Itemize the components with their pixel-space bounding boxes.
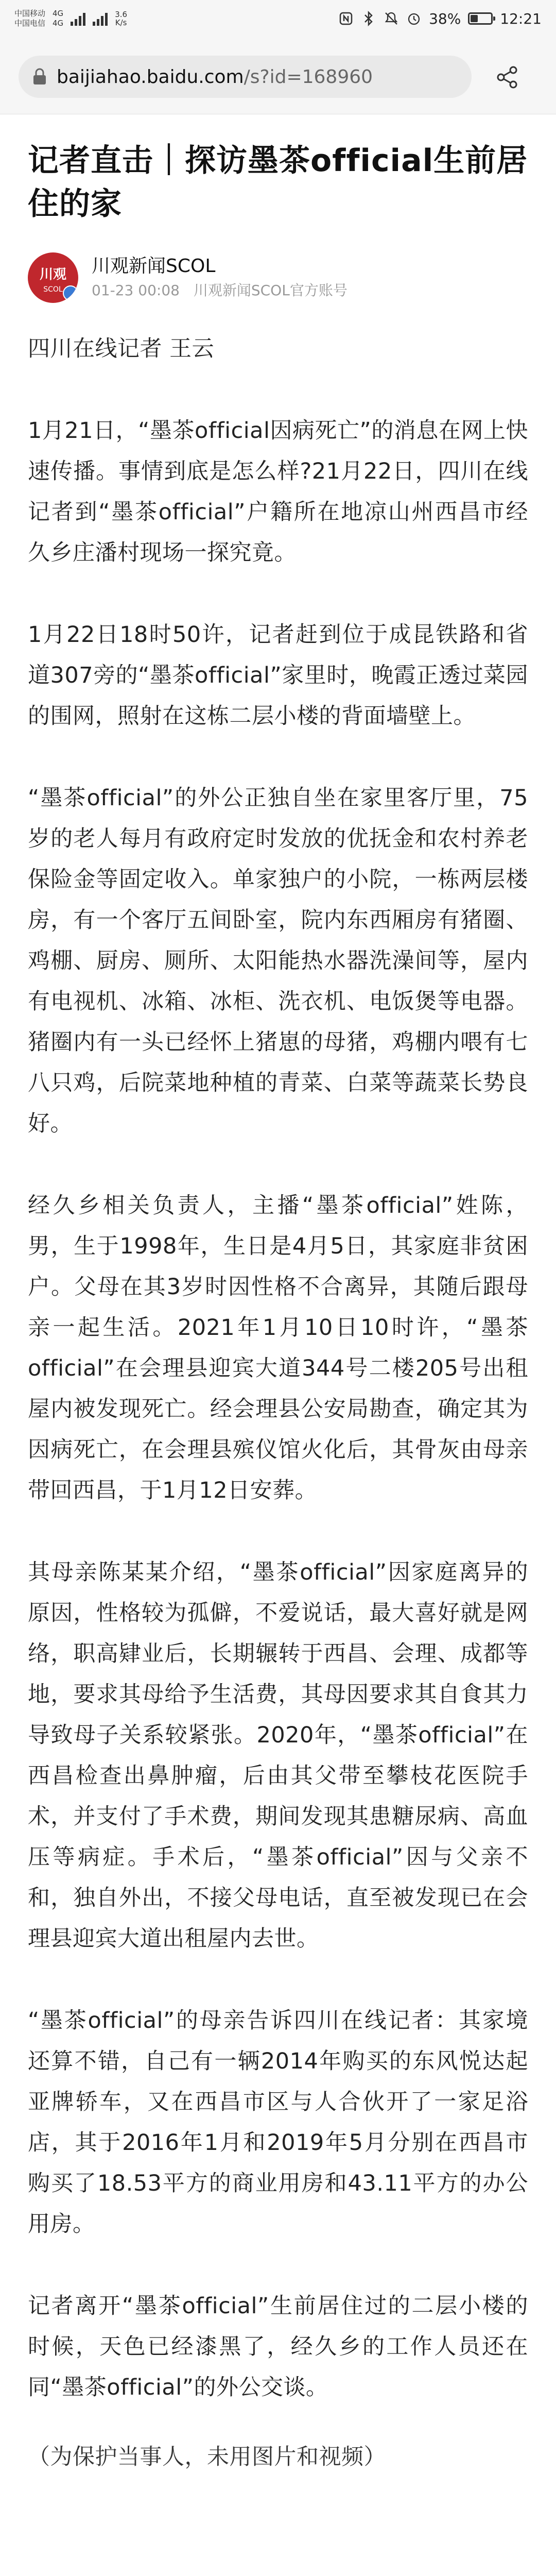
author-info bbox=[92, 255, 357, 301]
carrier-labels bbox=[14, 9, 45, 28]
paragraph-7: 记者离开“墨茶official”生前居住过的二层小楼的时候，天色已经漆黑了，经久乡的工作人员还在同“墨茶official”的外公交谈。 bbox=[28, 2293, 528, 2400]
network-type-labels bbox=[53, 9, 63, 28]
author-name[interactable]: 川观新闻SCOL bbox=[92, 256, 216, 277]
clock-time: 12:21 bbox=[500, 10, 542, 27]
avatar[interactable] bbox=[28, 252, 78, 303]
signal-icon-2 bbox=[93, 11, 108, 26]
article bbox=[28, 114, 528, 2478]
avatar-subtext: SCOL bbox=[43, 285, 63, 294]
paragraph-4: 经久乡相关负责人，主播“墨茶official”姓陈，男，生于1998年，生日是4月5日，其家庭非贫困户。父母在其3岁时因性格不合离异，其随后跟母亲一起生活。2021年1月10日10时许，“墨茶official”在会理县迎宾大道344号二楼205号出租屋内被发现死亡。经会理县公安局勘查，确定其为因病死亡，在会理县殡仪馆火化后，其骨灰由母亲带回西昌，于1月12日安葬。 bbox=[28, 1193, 528, 1503]
battery-percent: 38% bbox=[429, 10, 461, 27]
signal-icon bbox=[71, 11, 85, 26]
network-type-2: 4G bbox=[53, 19, 64, 28]
article-body bbox=[28, 329, 528, 2478]
verified-badge-icon bbox=[63, 285, 78, 301]
status-right bbox=[338, 10, 542, 27]
publish-date: 01-23 00:08 bbox=[92, 282, 180, 299]
paragraph-6: “墨茶official”的母亲告诉四川在线记者：其家境还算不错，自己有一辆2014年购买的东风悦达起亚牌轿车，又在西昌市区与人合伙开了一家足浴店，其于2016年1月和2019年5月分别在西昌市购买了18.53平方的商业用房和43.11平方的办公用房。 bbox=[28, 2008, 528, 2237]
paragraph-5: 其母亲陈某某介绍，“墨茶official”因家庭离异的原因，性格较为孤僻，不爱说话，最大喜好就是网络，职高肄业后，长期辗转于西昌、会理、成都等地，要求其母给予生活费，其母因要求其自食其力导致母子关系较紧张。2020年，“墨茶official”在西昌检查出鼻肿瘤，后由其父带至攀枝花医院手术，并支付了手术费，期间发现其患糖尿病、高血压等病症。手术后，“墨茶official”因与父亲不和，独自外出，不接父母电话，直至被发现已在会理县迎宾大道出租屋内去世。 bbox=[28, 1560, 528, 1952]
url-path: /s?id=168960 bbox=[244, 66, 373, 88]
carrier-1: 中国移动 bbox=[14, 9, 46, 18]
network-speed-value: 3.6 bbox=[115, 10, 128, 19]
url-host: baijiahao.baidu.com bbox=[57, 66, 244, 88]
browser-toolbar bbox=[0, 37, 556, 114]
status-left bbox=[14, 9, 127, 28]
network-type-1: 4G bbox=[53, 9, 64, 18]
battery-icon bbox=[468, 12, 493, 25]
author-row[interactable] bbox=[28, 249, 528, 306]
reporter-line: 四川在线记者 王云 bbox=[28, 336, 215, 362]
lock-icon bbox=[32, 67, 47, 86]
carrier-2: 中国电信 bbox=[14, 19, 46, 28]
nfc-icon bbox=[338, 11, 354, 26]
article-title: 记者直击｜探访墨茶official生前居住的家 bbox=[28, 143, 528, 222]
network-speed bbox=[115, 10, 127, 27]
share-button[interactable] bbox=[494, 64, 521, 91]
address-bar[interactable] bbox=[19, 56, 472, 98]
paragraph-2: 1月22日18时50许，记者赶到位于成昆铁路和省道307旁的“墨茶official”家里时，晚霞正透过菜园的围网，照射在这栋二层小楼的背面墙壁上。 bbox=[28, 622, 528, 729]
paragraph-1: 1月21日，“墨茶official因病死亡”的消息在网上快速传播。事情到底是怎么样?21月22日，四川在线记者到“墨茶official”户籍所在地凉山州西昌市经久乡庄潘村现场一探究竟。 bbox=[28, 418, 528, 566]
mute-icon bbox=[384, 11, 399, 26]
status-bar bbox=[0, 0, 556, 37]
alarm-clock-icon bbox=[406, 11, 422, 26]
bluetooth-icon bbox=[361, 11, 376, 26]
avatar-text: 川观 bbox=[39, 267, 66, 282]
privacy-note: （为保护当事人，未用图片和视频） bbox=[28, 2444, 386, 2470]
battery-level bbox=[471, 15, 478, 22]
network-speed-unit: K/s bbox=[115, 18, 127, 27]
author-meta bbox=[92, 280, 357, 301]
author-account: 川观新闻SCOL官方账号 bbox=[193, 282, 348, 299]
paragraph-3: “墨茶official”的外公正独自坐在家里客厅里，75岁的老人每月有政府定时发放的优抚金和农村养老保险金等固定收入。单家独户的小院，一栋两层楼房，有一个客厅五间卧室，院内东西厢房有猪圈、鸡棚、厨房、厕所、太阳能热水器洗澡间等，屋内有电视机、冰箱、冰柜、洗衣机、电饭煲等电器。猪圈内有一头已经怀上猪崽的母猪，鸡棚内喂有七八只鸡，后院菜地种植的青菜、白菜等蔬菜长势良好。 bbox=[28, 785, 528, 1137]
share-icon bbox=[496, 65, 519, 89]
